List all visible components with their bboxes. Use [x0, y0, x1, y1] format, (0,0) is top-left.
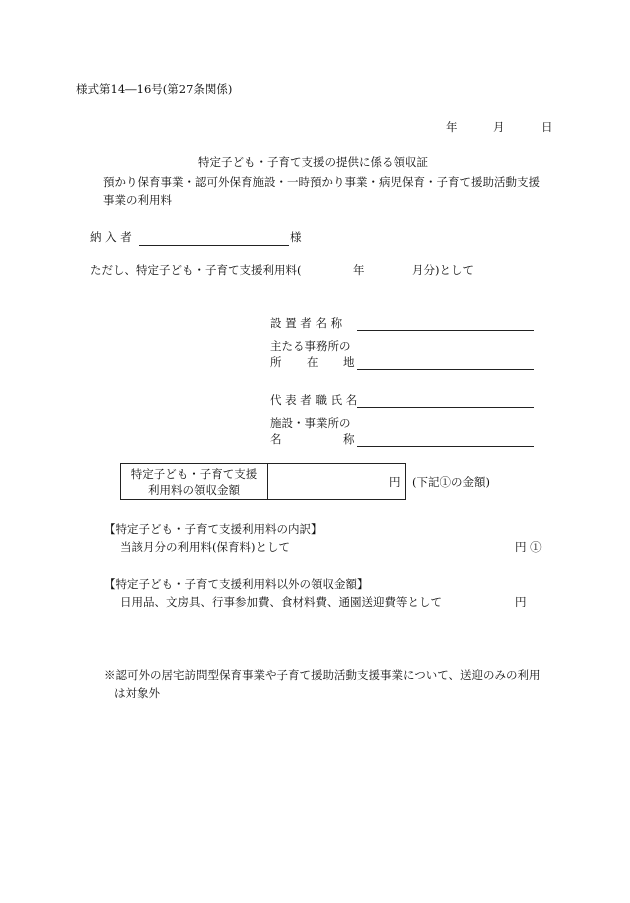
document-subtitle-line1: 預かり保育事業・認可外保育施設・一時預かり事業・病児保育・子育て援助活動支援: [103, 175, 540, 189]
representative-label: 代 表 者 職 氏 名: [270, 393, 358, 407]
amount-label-line1: 特定子ども・子育て支援: [130, 467, 258, 481]
office-label-char-1: 所: [270, 355, 282, 369]
payer-suffix: 様: [290, 230, 302, 244]
breakdown-heading: 【特定子ども・子育て支援利用料の内訳】: [104, 522, 323, 536]
facility-label-char-2: 称: [343, 432, 355, 446]
other-fees-unit: 円: [515, 595, 527, 609]
proviso-year: 年: [353, 263, 365, 277]
document-subtitle-line2: 事業の利用料: [103, 193, 172, 207]
payer-name-line[interactable]: [139, 245, 289, 246]
amount-input-area[interactable]: [268, 464, 406, 499]
facility-name-line[interactable]: [357, 446, 534, 447]
office-address-line[interactable]: [357, 369, 534, 370]
date-day-label: 日: [541, 120, 553, 134]
breakdown-item: 当該月分の利用料(保育料)として: [120, 540, 290, 554]
breakdown-unit: 円 ①: [515, 540, 542, 554]
date-month-label: 月: [493, 120, 505, 134]
amount-note: (下記①の金額): [412, 475, 490, 489]
footnote-line1: ※認可外の居宅訪問型保育事業や子育て援助活動支援事業について、送迎のみの利用: [104, 668, 541, 682]
document-title: 特定子ども・子育て支援の提供に係る領収証: [198, 155, 428, 169]
representative-line[interactable]: [357, 407, 534, 408]
amount-unit: 円: [389, 475, 401, 489]
office-label-line1: 主たる事務所の: [270, 339, 351, 353]
proviso-suffix: 月分)として: [412, 263, 474, 277]
amount-box: [120, 463, 406, 500]
form-number: 様式第14―16号(第27条関係): [76, 82, 233, 96]
establisher-line[interactable]: [357, 330, 534, 331]
payer-label: 納 入 者: [90, 230, 132, 244]
other-fees-item: 日用品、文房具、行事参加費、食材料費、通園送迎費等として: [120, 595, 442, 609]
establisher-label: 設 置 者 名 称: [270, 316, 343, 330]
date-year-label: 年: [446, 120, 458, 134]
facility-label-line1: 施設・事業所の: [270, 416, 351, 430]
proviso-prefix: ただし、特定子ども・子育て支援利用料(: [90, 263, 302, 277]
facility-label-char-1: 名: [270, 432, 282, 446]
office-label-char-2: 在: [307, 355, 319, 369]
other-fees-heading: 【特定子ども・子育て支援利用料以外の領収金額】: [104, 577, 369, 591]
footnote-line2: は対象外: [114, 686, 160, 700]
office-label-char-3: 地: [343, 355, 355, 369]
amount-label-line2: 利用料の領収金額: [148, 483, 240, 497]
